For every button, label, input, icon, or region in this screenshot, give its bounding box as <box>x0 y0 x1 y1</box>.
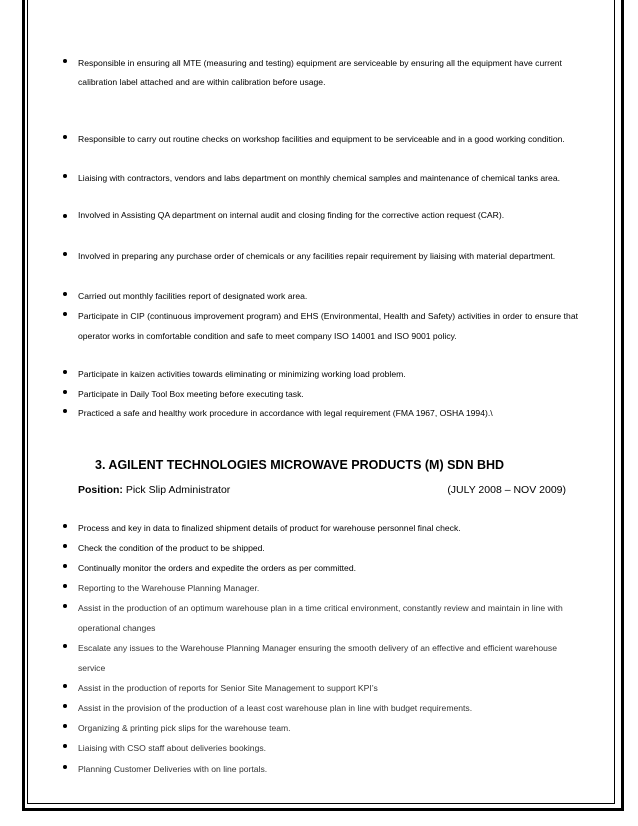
list-item: Responsible to carry out routine checks on workshop facilities and equipment to be serviceable and in a good working condition. <box>78 130 578 149</box>
position-title: Pick Slip Administrator <box>122 484 231 496</box>
list-item: Check the condition of the product to be shipped. <box>78 539 578 558</box>
position-label: Position: <box>78 484 123 496</box>
list-item: Involved in Assisting QA department on internal audit and closing finding for the corrective action request (CAR). <box>78 209 578 221</box>
list-item: Practiced a safe and healthy work procedure in accordance with legal requirement (FMA 1967, OSHA 1994).\ <box>78 404 578 423</box>
position-row <box>78 484 566 496</box>
list-item: Participate in Daily Tool Box meeting before executing task. <box>78 385 578 404</box>
list-item: Assist in the production of an optimum warehouse plan in a time critical environment, constantly review and maintain in line with operational changes <box>78 599 578 638</box>
list-item: Process and key in data to finalized shipment details of product for warehouse personnel final check. <box>78 519 578 538</box>
list-item: Participate in kaizen activities towards eliminating or minimizing working load problem. <box>78 365 578 384</box>
list-item: Involved in preparing any purchase order of chemicals or any facilities repair requirement by liaising with material department. <box>78 247 578 266</box>
list-item: Participate in CIP (continuous improvement program) and EHS (Environmental, Health and Safety) activities in order to ensure that operator works in comfortable condition and safe to meet company ISO 14001 and ISO 9001 policy. <box>78 307 578 346</box>
list-item: Responsible in ensuring all MTE (measuring and testing) equipment are serviceable by ensuring all the equipment have current calibration label attached and are within calibration before usage. <box>78 54 578 92</box>
list-item: Carried out monthly facilities report of designated work area. <box>78 287 578 306</box>
list-item: Liaising with contractors, vendors and labs department on monthly chemical samples and maintenance of chemical tanks area. <box>78 169 578 188</box>
list-item: Continually monitor the orders and expedite the orders as per committed. <box>78 559 578 578</box>
list-item: Assist in the production of reports for Senior Site Management to support KPI’s <box>78 679 578 698</box>
employment-dates: (JULY 2008 – NOV 2009) <box>447 484 566 496</box>
list-item: Organizing & printing pick slips for the warehouse team. <box>78 719 578 738</box>
list-item: Reporting to the Warehouse Planning Manager. <box>78 579 578 598</box>
list-item: Escalate any issues to the Warehouse Planning Manager ensuring the smooth delivery of an effective and efficient warehouse service <box>78 639 578 678</box>
list-item: Liaising with CSO staff about deliveries bookings. <box>78 739 578 758</box>
list-item: Planning Customer Deliveries with on line portals. <box>78 760 578 779</box>
list-item: Assist in the provision of the production of a least cost warehouse plan in line with budget requirements. <box>78 699 578 718</box>
section-heading: 3. AGILENT TECHNOLOGIES MICROWAVE PRODUCTS (M) SDN BHD <box>95 458 505 472</box>
